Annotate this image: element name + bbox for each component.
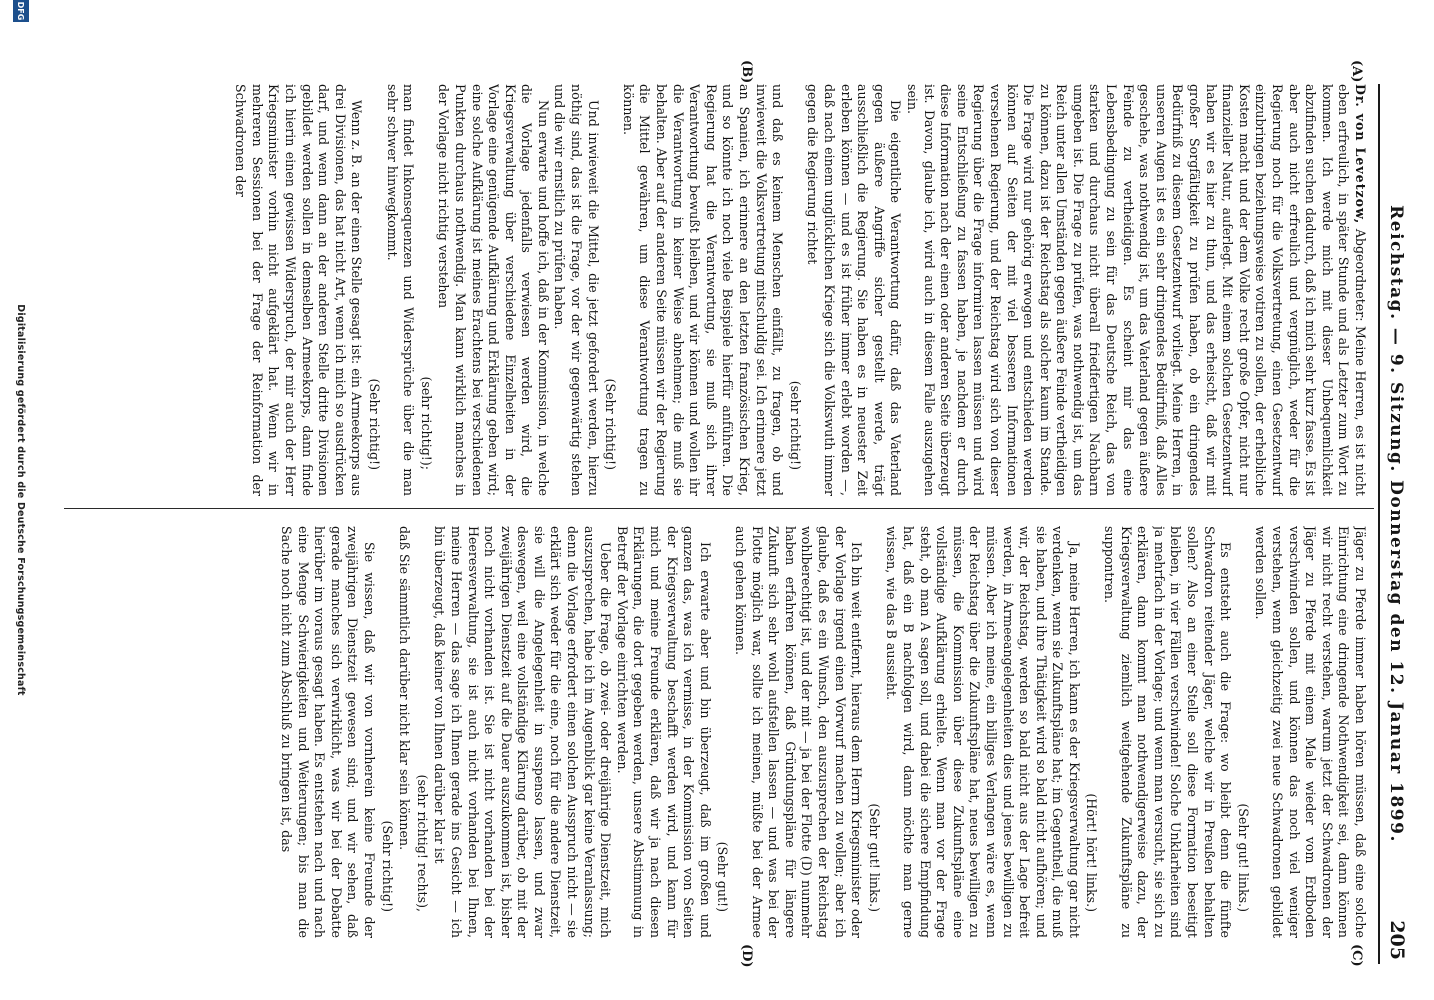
audience-reaction: (Sehr richtig!) [603,378,619,470]
running-title: Reichstag. — 9. Sitzung. Donnerstag den 12. Januar 1899. [1386,205,1406,843]
margin-marker-b: (B) [739,60,754,84]
paragraph: Es entsteht auch die Frage: wo bleibt denn die fünfte Schwadron reitender Jäger, welche wir in Preußen behalten sollen? Also an einer Stelle soll diese Formation beseitigt bleiben, in vier Fällen verschwinden! Solche Unklarheiten sind ja mehrfach in der Vorlage; und wenn man versucht, sie sich zu erklären, dann kommt man nothwendigerweise dazu, der Kriegsverwaltung ziemlich weitgehende Zukunftspläne zu suppontren. [1102,526,1234,938]
audience-reaction: (Hört! hört! links.) [1084,793,1100,912]
left-text-column [68,84,1368,496]
paragraph: Ich bin weit entfernt, hieraus dem Herrn Kriegsminister oder der Vorlage irgend einen Vorwurf machen zu wollen; aber ich glaube, daß es ein Wunsch, den auszusprechen der Reichstag wohlberechtigt ist, und der mit — ja bei der Flotte (D) nunmehr haben erfahren können, daß Gründungspläne für längere Zukunft sich sehr wohl aufstellen lassen — und was bei der Flotte möglich war, sollte ich meinen, müßte bei der Armee auch gehen können. [733,526,865,938]
paragraph: daß Sie sämmtlich darüber nicht klar sein können. [397,526,413,851]
audience-reaction: (Sehr richtig!) [366,378,382,470]
paragraph-text: Abgeordneter: Meine Herren, es ist nicht eben erfreulich, in später Stunde und als Letzter zum Wort zu kommen. Ich werde mich mit dieser Unbequemlichkeit abzufinden suchen dadurch, daß ich mich sehr kurz fasse. Es ist aber auch nicht erfreulich und vergnüglich, weder für die Regierung noch für die Volksvertretung, einen Gesetzentwurf einzubringen beziehungsweise votiren zu sollen, der erhebliche Kosten macht und der dem Volke recht große Opfer, nicht nur finanzieller Natur, auferlegt. Mit einem solchen Gesetzentwurf haben wir es hier zu thun, und das erheischt, daß wir mit großer Sorgfältigkeit zu prüfen haben, ob ein dringendes Bedürfniß zu diesem Gesetzentwurf vorliegt. Meine Herren, in unseren Augen ist es ein sehr dringendes Bedürfniß, daß Alles geschehe, was nothwendig ist, um das Vaterland gegen äußere Feinde zu vertheidigen. Es scheint mir das eine Lebensbedingung zu sein für das Deutsche Reich, das von starken und durchaus nicht überall friedfertigen Nachbarn umgeben ist. Die Frage zu prüfen, was nothwendig ist, um das Reich unter allen Umständen gegen äußere Feinde vertheidigen zu können, dazu ist der Reichstag als solcher kaum im Stande. Die Frage wird nur gehörig erwogen und entschieden werden können auf Seiten der mit viel besseren Informationen versehenen Regierung, und der Reichstag wird sich von dieser Regierung über die Frage informiren lassen müssen und wird seine Entschließung zu fassen haben, je nachdem er durch diese Information nach der einen oder anderen Seite überzeugt ist. Davon, glaube ich, wird auch in diesem Falle auszugehen sein. [904,84,1368,496]
audience-reaction: (Sehr gut!) [715,841,731,912]
paragraph: Ich erwarte aber und bin überzeugt, daß im großen und ganzen das, was ich vermisse, in der Kommission von Seiten der Kriegsverwaltung beschafft werden wird, und kann für mich und meine Freunde erklären, daß wir ja nach diesen Erklärungen, die dort gegeben werden, unsere Abstimmung in Betreff der Vorlage einrichten werden. [614,526,713,938]
audience-reaction: (Sehr gut! links.) [1235,803,1251,912]
paragraph: Nun erwarte und hoffe ich, daß in der Kommission, in welche die Vorlage jedenfalls verwiesen werden wird, die Kriegsverwaltung über verschiedene Einzelheiten in der Vorlage eine genügende Aufklärung und Erklärung geben wird; eine solche Aufklärung ist meines Erachtens bei verschiedenen Punkten durchaus nothwendig. Man kann wirklich manches in der Vorlage nicht richtig verstehen [436,84,551,496]
margin-marker-a: (A) [1349,60,1364,83]
audience-reaction: (Sehr gut! links.) [866,803,882,912]
paragraph: man findet Inkonsequenzen und Widersprüche über die man sehr schwer hinwegkommt. [384,84,417,496]
dfg-logo-icon: DFG [13,0,29,22]
column-divider [64,508,1374,509]
audience-reaction: (sehr richtig!) [787,380,803,470]
audience-reaction: (Sehr richtig!) [379,820,395,912]
right-text-column [68,526,1368,938]
paragraph: Sie wissen, daß wir von vornherein keine Freunde der zweijährigen Dienstzeit gewesen sind; und wir sehen, daß gerade manches sich verwirklicht, was wir bei der Debatte hierüber im voraus gesagt haben. Es entstehen nach und nach eine Menge Schwierigkeiten und Weiterungen; bis man die Sache noch nicht zum Abschluß zu bringen ist, das [279,526,377,938]
margin-marker-c: (C) [1349,944,1364,967]
paragraph: Ja, meine Herren, ich kann es der Kriegsverwaltung gar nicht verdenken, wenn sie Zukunftspläne hat; im Gegentheil, die muß sie haben, und ihre Thätigkeit wird so bald nicht aufhören; und wir, der Reichstag, werden so bald nicht aus der Lage befreit werden, in Armeeangelegenheiten dies und jenes bewilligen zu müssen. Aber ich meine, ein billiges Verlangen wäre es, wenn der Reichstag über die Zukunftspläne hat, neues bewilligen zu müssen, die Kommission über diese Zukunftspläne eine vollständige Aufklärung erhielte. Wenn man vor der Frage steht, ob man A sagen soll, und dabei die sichere Empfindung hat, daß ein B nachfolgen wird, dann möchte man gerne wissen, wie das B aussieht. [884,526,1082,938]
paragraph: Und inwieweit die Mittel, die jetzt gefordert werden, hierzu nöthig sind, das ist die Frage, vor der wir gegenwärtig stehen und die wir ernstlich zu prüfen haben. [552,84,601,496]
paragraph: und daß es keinem Menschen einfällt, zu fragen, ob und inwieweit die Volksvertretung mitschuldig sei. Ich erinnere jetzt an Spanien, ich erinnere an den letzten französischen Krieg, und so könnte ich noch viele Beispiele hierfür anführen. Die Regierung hat die Verantwortung, sie muß sich ihrer Verantwortung bewußt bleiben, und wir können und wollen ihr die Verantwortung in keiner Weise abnehmen; die muß sie behalten. Aber auf der anderen Seite müssen wir der Regierung die Mittel gewähren, um diese Verantwortung tragen zu können. [620,84,786,496]
paragraph: Jäger zu Pferde immer haben hören müssen, daß eine solche Einrichtung eine dringende Nothwendigkeit sei, dann können wir nicht recht verstehen, warum jetzt der Schwadronen der Jäger zu Pferde mit einem Male wieder vom Erdboden verschwinden sollen, und können das noch viel weniger verstehen, wenn gleichzeitig zwei neue Schwadronen gebildet werden sollen. [1253,526,1368,938]
audience-reaction: (sehr richtig! rechts), [414,774,430,912]
paragraph: Die eigentliche Verantwortung dafür, daß das Vaterland gegen äußere Angriffe sicher gestellt werde, trägt ausschließlich die Regierung. Sie haben es in neuester Zeit erleben können — und es ist früher immer erlebt worden —, daß nach einem unglücklichen Kriege sich die Volkswuth immer gegen die Regierung richtet [805,84,904,496]
margin-marker-d: (D) [739,944,754,968]
digitization-credit: Digitalisierung gefördert durch die Deutsche Forschungsgemeinschaft [15,304,26,696]
page-number: 205 [1386,920,1408,960]
paragraph: Wenn z. B. an der einen Stelle gesagt ist: ein Armeekorps aus drei Divisionen, das hat nicht Art, wenn ich mich so ausdrücken darf, und wenn dann an der anderen Stelle dritte Divisionen gebildet werden sollen in demselben Armeekorps, dann finde ich hierin einen gewissen Widerspruch, der mir auch der Herr Kriegsminister vorhin nicht aufgeklärt hat. Wenn wir in mehreren Sessionen bei der Frage der Reinformation der Schwadronen der [233,84,365,496]
speaker-name: Dr. von Levetzow, [1353,84,1368,225]
paragraph [903,84,1368,496]
paragraph: Ueber die Frage, ob zwei- oder dreijährige Dienstzeit, mich auszusprechen, habe ich im Augenblick gar keine Veranlassung; denn die Vorlage erfordert einen solchen Ausspruch nicht — sie erklärt sich weder für die eine, noch für die andere Dienstzeit, sie will die Angelegenheit in suspenso lassen, und zwar deswegen, weil eine vollständige Klärung darüber, ob mit der zweijährigen Dienstzeit auf die Dauer auszukommen ist, bisher noch nicht vorhanden ist. Sie ist nicht vorhanden bei der Heeresverwaltung, sie ist auch nicht vorhanden bei Ihnen, meine Herren — das sage ich Ihnen gerade ins Gesicht — ich bin überzeugt, daß keiner von Ihnen darüber klar ist [432,526,614,938]
audience-reaction: (sehr richtig!); [418,376,434,470]
page-header [1378,84,1410,964]
